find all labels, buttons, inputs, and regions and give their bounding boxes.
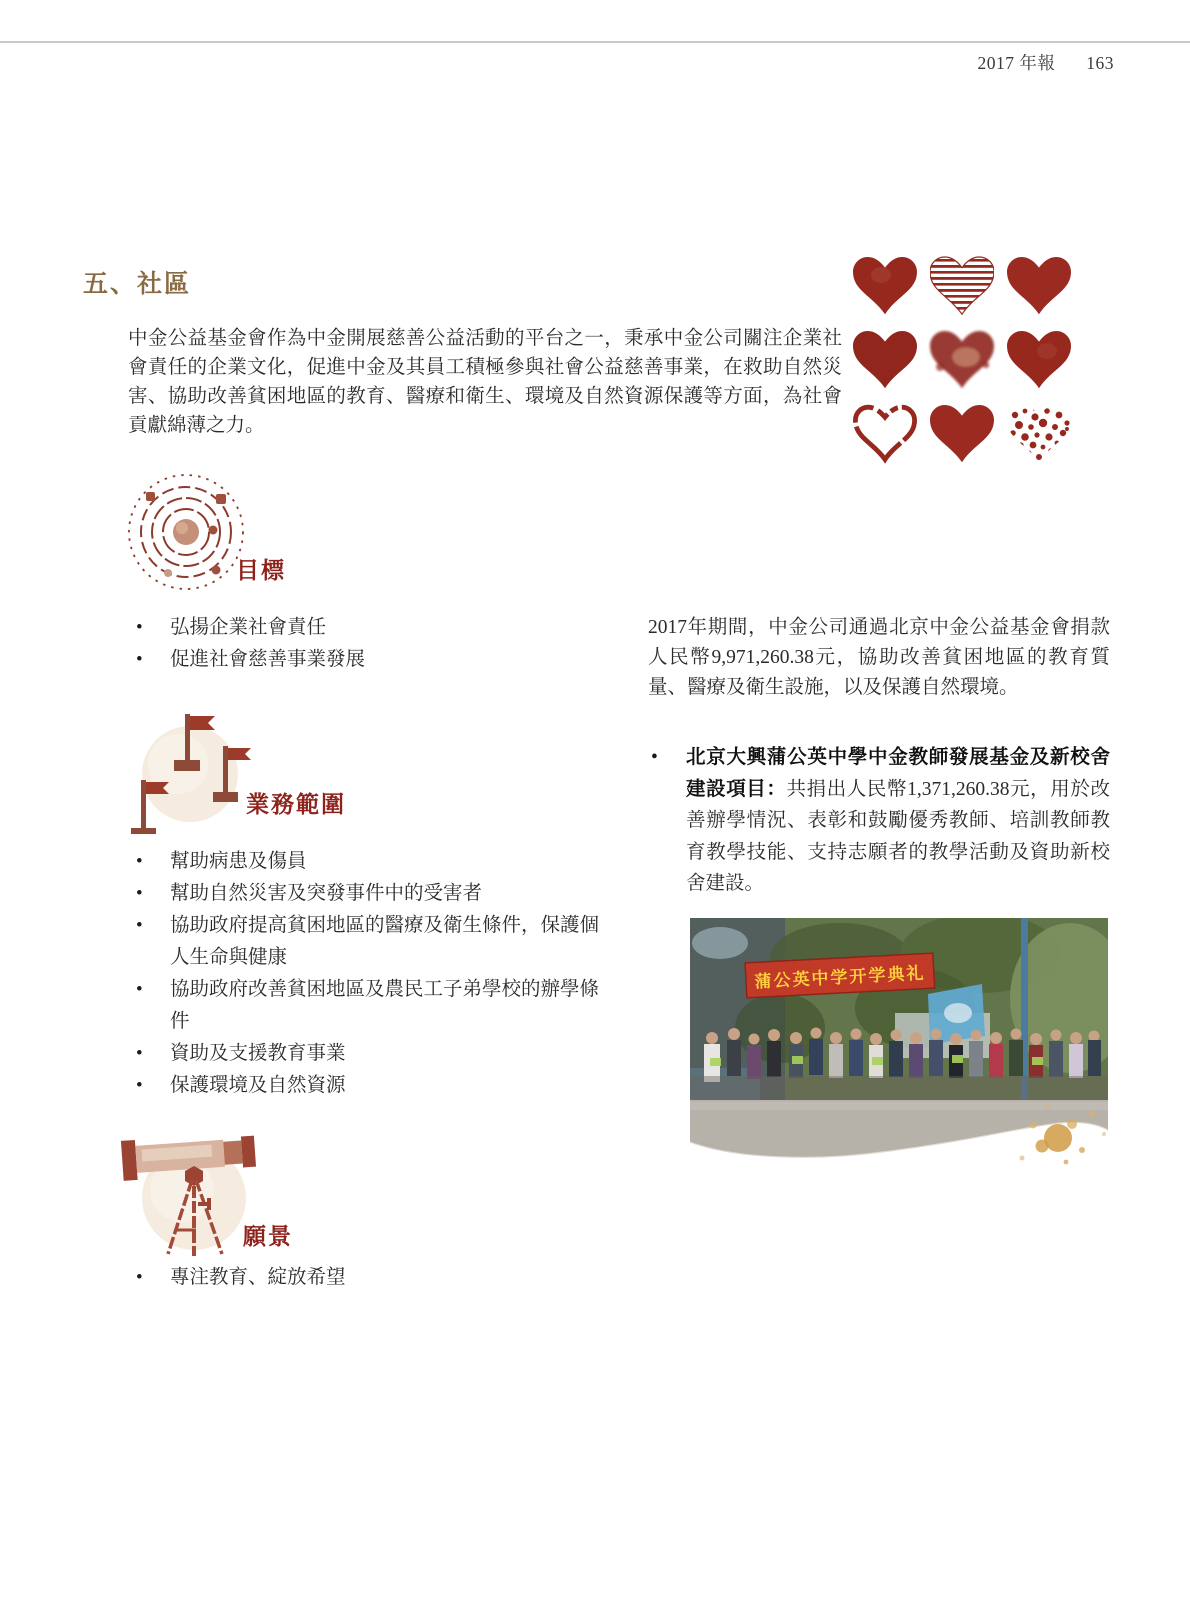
project-detail: 共捐出人民幣1,371,260.38元，用於改善辦學情況、表彰和鼓勵優秀教師、培訓教師教育教學技能、支持志願者的教學活動及資助新校舍建設。 bbox=[686, 778, 1110, 894]
list-item: • 促進社會慈善事業發展 bbox=[133, 644, 613, 676]
heart-solid-icon bbox=[853, 330, 917, 390]
list-item: • 協助政府改善貧困地區及農民工子弟學校的辦學條件 bbox=[133, 974, 603, 1038]
heart-solid-icon bbox=[1007, 256, 1071, 316]
project-bullet-item bbox=[648, 742, 1110, 900]
list-item: • 保護環境及自然資源 bbox=[133, 1070, 603, 1102]
header-rule bbox=[0, 41, 1190, 43]
heart-speckled-icon bbox=[1007, 404, 1071, 464]
list-item: • 協助政府提高貧困地區的醫療及衛生條件，保護個人生命與健康 bbox=[133, 910, 603, 974]
scope-list bbox=[133, 846, 603, 1102]
project-title: 北京大興蒲公英中學中金教師發展基金及新校舍建設項目： bbox=[686, 747, 1110, 800]
list-item: • 幫助病患及傷員 bbox=[133, 846, 603, 878]
page-header bbox=[978, 50, 1115, 75]
list-item: • 專注教育、綻放希望 bbox=[133, 1262, 613, 1294]
heart-solid-icon bbox=[853, 256, 917, 316]
list-item: • 資助及支援教育事業 bbox=[133, 1038, 603, 1070]
orbit-target-icon bbox=[124, 470, 248, 594]
banner-text: 蒲公英中学开学典礼 bbox=[754, 963, 926, 992]
heart-watercolor-icon bbox=[930, 330, 994, 390]
section-title: 五、社區 bbox=[83, 271, 192, 298]
list-item: • 幫助自然災害及突發事件中的受害者 bbox=[133, 878, 603, 910]
report-edition: 2017 年報 bbox=[977, 53, 1056, 73]
goals-list bbox=[133, 612, 613, 676]
heart-solid-icon bbox=[1007, 330, 1071, 390]
scope-heading: 業務範圍 bbox=[246, 792, 346, 817]
intro-paragraph: 中金公益基金會作為中金開展慈善公益活動的平台之一，秉承中金公司關注企業社會責任的企業文化，促進中金及其員工積極參與社會公益慈善事業，在救助自然災害、協助改善貧困地區的教育、醫療和衛生、環境及自然資源保護等方面，為社會貢獻綿薄之力。 bbox=[128, 328, 842, 436]
donation-paragraph: 2017年期間，中金公司通過北京中金公益基金會捐款人民幣9,971,260.38元，協助改善貧困地區的教育質量、醫療及衛生設施，以及保護自然環境。 bbox=[648, 617, 1110, 698]
list-item: • 弘揚企業社會責任 bbox=[133, 612, 613, 644]
heart-striped-icon bbox=[930, 256, 994, 316]
heart-solid-icon bbox=[930, 404, 994, 464]
goals-heading: 目標 bbox=[236, 558, 286, 583]
vision-heading: 願景 bbox=[243, 1224, 293, 1249]
hearts-grid bbox=[853, 256, 1075, 464]
page-number: 163 bbox=[1086, 53, 1114, 73]
flags-icon bbox=[118, 694, 258, 834]
heart-outline-icon bbox=[853, 404, 917, 464]
vision-list bbox=[133, 1262, 613, 1294]
gold-splatter-icon bbox=[1000, 1092, 1120, 1182]
